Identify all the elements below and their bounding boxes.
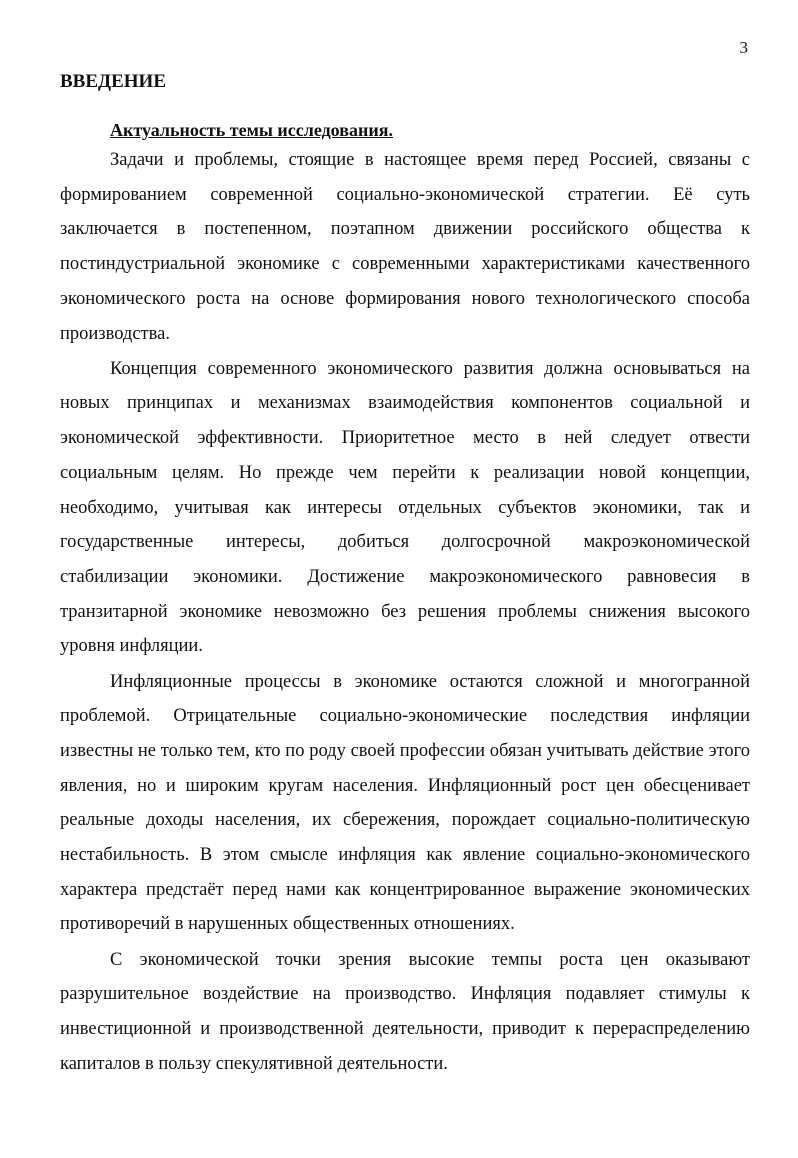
paragraph: Инфляционные процессы в экономике остаются сложной и многогранной проблемой. Отрицательные социально-экономические последствия инфляции известны не только тем, кто по роду своей профессии обязан учитывать действие этого явления, но и широким кругам населения. Инфляционный рост цен обесценивает реальные доходы населения, их сбережения, порождает социально-политическую нестабильность. В этом смысле инфляция как явление социально-экономического характера предстаёт перед нами как концентрированное выражение экономических противоречий в нарушенных общественных отношениях. (60, 671, 750, 935)
subsection-title: Актуальность темы исследования. (110, 120, 393, 140)
paragraph: Задачи и проблемы, стоящие в настоящее время перед Россией, связаны с формированием современной социально-экономической стратегии. Её суть заключается в постепенном, поэтапном движении российского общества к постиндустриальной экономике с современными характеристиками качественного экономического роста на основе формирования нового технологического способа производства. (60, 150, 750, 344)
paragraph: С экономической точки зрения высокие темпы роста цен оказывают разрушительное воздействие на производство. Инфляция подавляет стимулы к инвестиционной и производственной деятельности, приводит к перераспределению капиталов в пользу спекулятивной деятельности. (60, 949, 750, 1074)
document-body (60, 70, 750, 1081)
paragraph: Концепция современного экономического развития должна основываться на новых принципах и механизмах взаимодействия компонентов социальной и экономической эффективности. Приоритетное место в ней следует отвести социальным целям. Но прежде чем перейти к реализации новой концепции, необходимо, учитывая как интересы отдельных субъектов экономики, так и государственные интересы, добиться долгосрочной макроэкономической стабилизации экономики. Достижение макроэкономического равновесия в транзитарной экономике невозможно без решения проблемы снижения высокого уровня инфляции. (60, 358, 750, 657)
page-number: 3 (739, 38, 748, 57)
section-title: ВВЕДЕНИЕ (60, 71, 166, 92)
